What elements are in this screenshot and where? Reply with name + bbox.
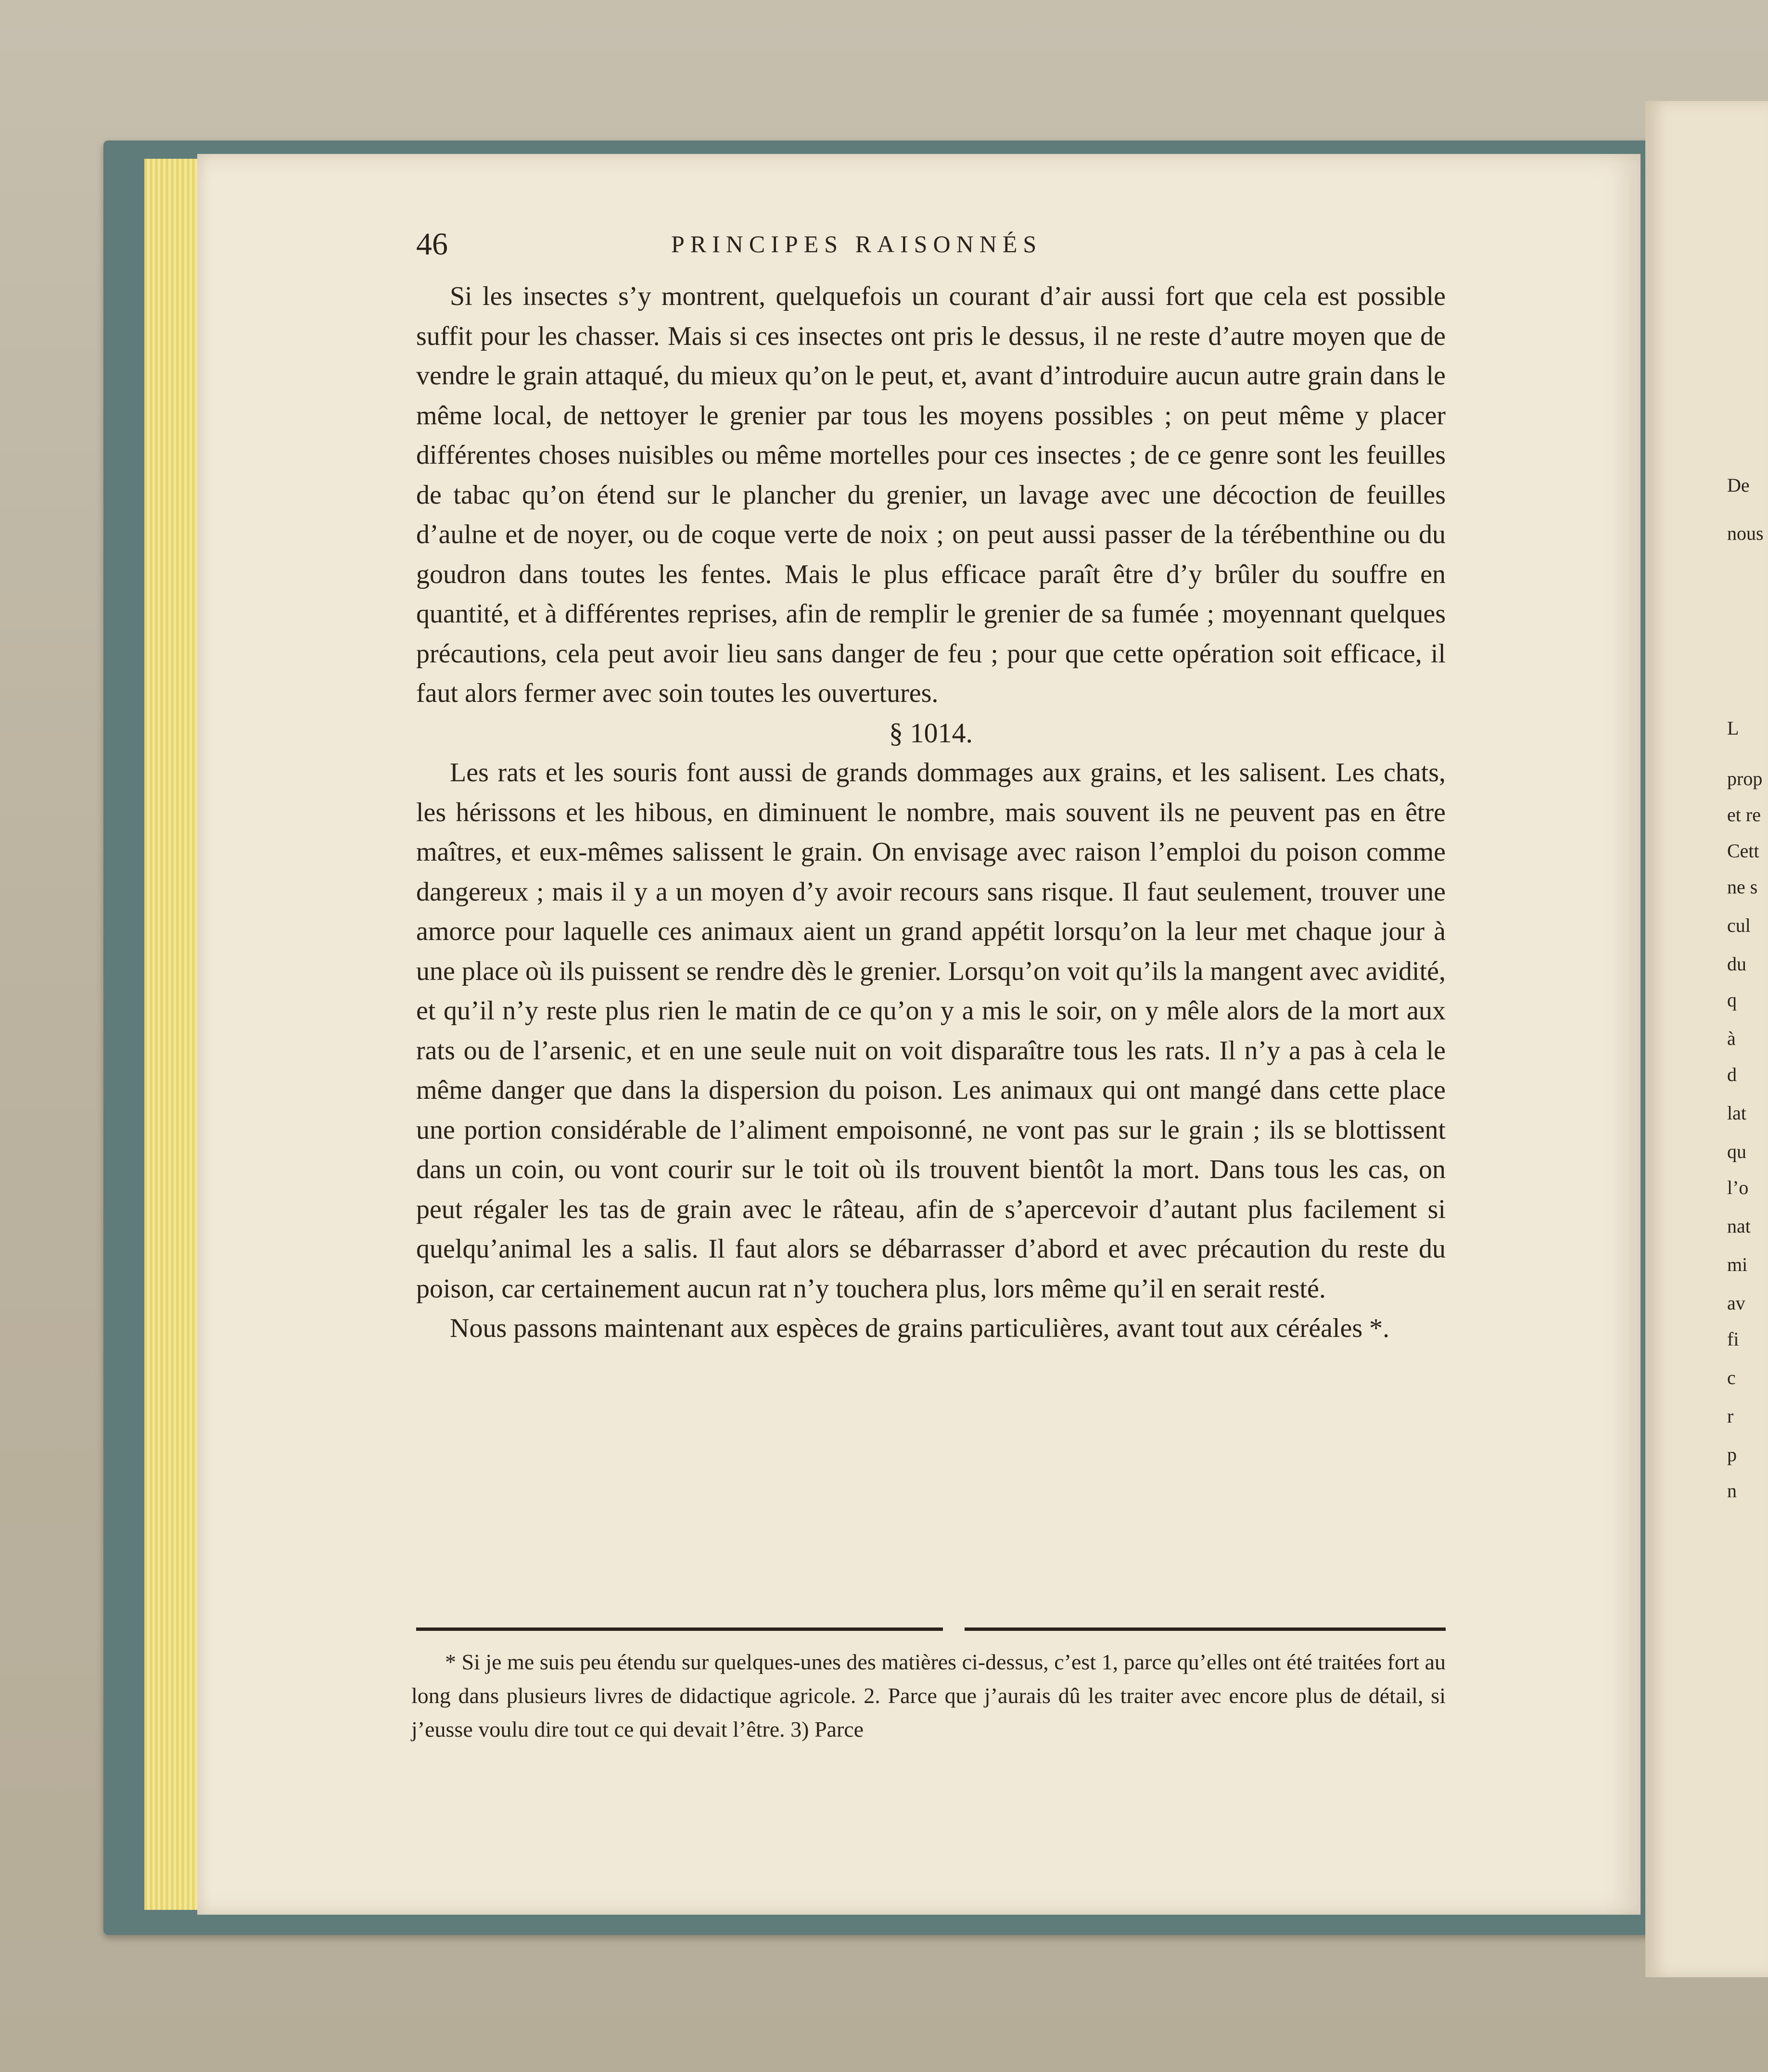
facing-page-line: et re — [1727, 804, 1761, 826]
facing-page-line: mi — [1727, 1254, 1748, 1275]
section-heading: § 1014. — [889, 717, 973, 749]
facing-page-line: prop — [1727, 768, 1763, 789]
facing-page-line: qu — [1727, 1141, 1746, 1162]
paragraph-cereals: Nous passons maintenant aux espèces de grains particulières, avant tout aux céréales *. — [450, 1313, 1390, 1343]
facing-page-line: L — [1727, 717, 1739, 739]
facing-page-line: à — [1727, 1028, 1736, 1049]
footnote-rule-right — [965, 1627, 1446, 1631]
facing-page-line: Cett — [1727, 840, 1759, 862]
facing-page-line: n — [1727, 1480, 1737, 1501]
footnote-text: * Si je me suis peu étendu sur quelques-unes des matières ci-dessus, c’est 1, parce qu’elles ont été traitées fort au long dans plusieurs livres de didactique agricole. 2. Parce que j’aurais dû les traiter avec encore plus de détail, si j’eusse voulu dire tout ce qui devait l’être. 3) Parce — [411, 1650, 1446, 1741]
facing-page-line: lat — [1727, 1102, 1746, 1124]
facing-page-line: r — [1727, 1405, 1734, 1427]
paragraph-insects: Si les insectes s’y montrent, quelquefois un courant d’air aussi fort que cela est possible suffit pour les chasser. Mais si ces insectes ont pris le dessus, il ne reste d’autre moyen que de vendre le grain attaqué, du mieux qu’on le peut, et, avant d’introduire aucun autre grain dans le même local, de nettoyer le grenier par tous les moyens possibles ; on peut même y placer différentes choses nuisibles ou même mortelles pour ces insectes ; de ce genre sont les feuilles de tabac qu’on étend sur le plancher du grenier, un lavage avec une décoction de feuilles d’aulne et de noyer, ou de coque verte de noix ; on peut aussi passer de la térébenthine ou du goudron dans toutes les fentes. Mais le plus efficace paraît être d’y brûler du souffre en quantité, et à différentes reprises, afin de remplir le grenier de sa fumée ; moyennant quelques précautions, cela peut avoir lieu sans danger de feu ; pour que cette opération soit efficace, il faut alors fermer avec soin toutes les ouvertures. — [416, 281, 1446, 708]
facing-page-line: q — [1727, 989, 1737, 1011]
facing-page-line: l’o — [1727, 1177, 1749, 1198]
body-text — [416, 277, 1446, 1348]
facing-page-line: fi — [1727, 1328, 1739, 1350]
facing-page-line: d — [1727, 1064, 1737, 1085]
page-header — [416, 226, 1455, 265]
facing-page-line: cul — [1727, 915, 1751, 936]
facing-page-line: nat — [1727, 1215, 1751, 1237]
footnote — [411, 1645, 1446, 1746]
paragraph-rats: Les rats et les souris font aussi de grands dommages aux grains, et les salisent. Les chats, les hérissons et les hibous, en diminuent le nombre, mais souvent ils ne peuvent pas en être maîtres, et eux-mêmes salissent le grain. On envisage avec raison l’emploi du poison comme dangereux ; mais il y a un moyen d’y avoir recours sans risque. Il faut seulement, trouver une amorce pour laquelle ces animaux aient un grand appétit lorsqu’on la leur met chaque jour à une place où ils puissent se rendre dès le grenier. Lorsqu’on voit qu’ils la mangent avec avidité, et qu’il n’y reste plus rien le matin de ce qu’on y a mis le soir, on y mêle alors de la mort aux rats ou de l’arsenic, et en une seule nuit on voit disparaître tous les rats. Il n’y a pas à cela le même danger que dans la dispersion du poison. Les animaux qui ont mangé dans cette place une portion considérable de l’aliment empoisonné, ne vont pas sur le grain ; ils se blottissent dans un coin, ou vont courir sur le toit où ils trouvent bientôt la mort. Dans tous les cas, on peut régaler les tas de grain avec le râteau, afin de s’apercevoir d’autant plus facilement si quelqu’animal les a salis. Il faut alors se débarrasser d’abord et avec précaution du reste du poison, car certainement aucun rat n’y touchera plus, lors même qu’il en serait resté. — [416, 758, 1446, 1304]
facing-page-line: c — [1727, 1367, 1736, 1388]
page-number: 46 — [416, 227, 448, 262]
facing-page-line: p — [1727, 1444, 1737, 1465]
facing-page-line: av — [1727, 1292, 1745, 1314]
facing-page-line: du — [1727, 953, 1746, 975]
facing-page-line: nous — [1727, 522, 1764, 544]
facing-page-line: ne s — [1727, 876, 1758, 898]
running-head: PRINCIPES RAISONNÉS — [671, 230, 1043, 257]
facing-page-line: De — [1727, 474, 1750, 496]
footnote-rule-left — [416, 1627, 943, 1631]
